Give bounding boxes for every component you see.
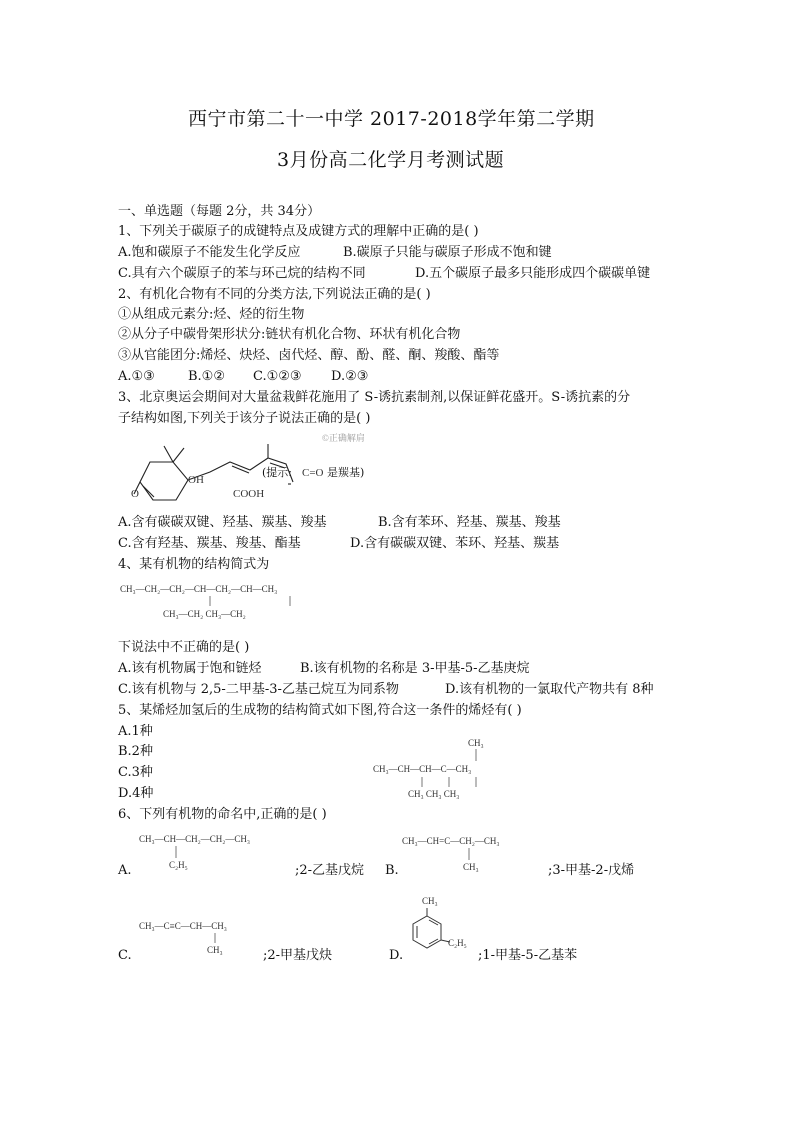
q5-formula-main: CH₃—CH—CH—C—CH₃ [373, 764, 472, 774]
q4-option-b: B.该有机物的名称是 3-甲基-5-乙基庚烷 [300, 661, 530, 676]
q6-b-bond [466, 848, 476, 862]
q6-d-c2h5: C₂H₅ [448, 938, 467, 948]
q3-hint-open: (提示: [262, 466, 292, 479]
q3-stem-line-1: 3、北京奥运会期间对大量盆栽鲜花施用了 S-诱抗素制剂,以保证鲜花盛开。S-诱抗素的分 [118, 390, 631, 405]
q6-c-label: C. [118, 948, 132, 963]
q6-a-formula: CH₃—CH—CH₂—CH₂—CH₃ [139, 834, 251, 844]
title-line-1: 西宁市第二十一中学 2017-2018学年第二学期 [188, 108, 595, 130]
q6-stem: 6、下列有机物的命名中,正确的是( ) [118, 807, 327, 822]
q2-statement-2: ②从分子中碳骨架形状分:链状有机化合物、环状有机化合物 [118, 327, 461, 342]
q6-a-name: ;2-乙基戊烷 [295, 863, 365, 878]
q5-formula-top: CH₃ [468, 738, 484, 748]
q4-option-d: D.该有机物的一氯取代产物共有 8种 [445, 682, 654, 697]
q6-b-name: ;3-甲基-2-戊烯 [548, 863, 635, 878]
q2-option-b: B.①② [188, 369, 225, 384]
q3-hint-carbonyl: C=O [302, 467, 324, 479]
q3-option-a: A.含有碳碳双键、羟基、羰基、羧基 [118, 515, 327, 530]
q6-c-formula: CH₃—C≡C—CH—CH₃ [139, 921, 227, 931]
q3-hint-close: 是羰基) [327, 466, 365, 479]
q2-option-c: C.①②③ [253, 369, 302, 384]
q6-d-label: D. [389, 948, 404, 963]
q3-faded-watermark: ©正确解肩 [322, 433, 365, 443]
q1-option-d: D.五个碳原子最多只能形成四个碳碳单键 [415, 266, 651, 281]
q6-c-name: ;2-甲基戊炔 [263, 948, 333, 963]
section-heading: 一、单选题（每题 2分，共 34分） [118, 204, 321, 219]
q6-c-branch: CH₃ [207, 945, 223, 955]
q1-option-a: A.饱和碳原子不能发生化学反应 [118, 245, 301, 260]
q6-b-branch: CH₃ [463, 862, 479, 872]
q3-option-d: D.含有碳碳双键、苯环、羟基、羰基 [350, 536, 560, 551]
q5-formula-bonds [400, 749, 550, 789]
q3-stem-line-2: 子结构如图,下列关于该分子说法正确的是( ) [118, 411, 371, 426]
q6-b-label: B. [385, 863, 399, 878]
q5-stem: 5、某烯烃加氢后的生成物的结构简式如下图,符合这一条件的烯烃有( ) [118, 703, 522, 718]
q6-d-benzene-ring [410, 906, 460, 958]
q6-a-label: A. [118, 863, 132, 878]
q5-option-d: D.4种 [118, 786, 154, 801]
q4-formula-bonds [190, 596, 390, 610]
q6-a-bond [173, 846, 183, 860]
q5-option-b: B.2种 [118, 744, 153, 759]
q2-option-a: A.①③ [118, 369, 155, 384]
q6-d-name: ;1-甲基-5-乙基苯 [478, 948, 578, 963]
q2-option-d: D.②③ [331, 369, 369, 384]
q4-formula-branches: CH₃—CH₂ CH₃—CH₂ [163, 609, 246, 619]
q1-option-c: C.具有六个碳原子的苯与环己烷的结构不同 [118, 266, 366, 281]
q1-option-b: B.碳原子只能与碳原子形成不饱和键 [343, 245, 552, 260]
q6-b-formula: CH₃—CH=C—CH₂—CH₃ [402, 836, 500, 846]
q5-option-c: C.3种 [118, 765, 153, 780]
q4-option-a: A.该有机物属于饱和链烃 [118, 661, 262, 676]
q3-option-b: B.含有苯环、羟基、羰基、羧基 [378, 515, 561, 530]
q4-option-c: C.该有机物与 2,5-二甲基-3-乙基己烷互为同系物 [118, 682, 399, 697]
q3-o-label: O [131, 488, 139, 500]
q2-stem: 2、有机化合物有不同的分类方法,下列说法正确的是( ) [118, 287, 431, 302]
q5-option-a: A.1种 [118, 724, 153, 739]
q5-formula-bottom: CH₃ CH₃ CH₃ [408, 789, 460, 799]
q4-stem-2: 下说法中不正确的是( ) [118, 640, 250, 655]
q1-stem: 1、下列关于碳原子的成键特点及成键方式的理解中正确的是( ) [118, 224, 479, 239]
q4-stem: 4、某有机物的结构简式为 [118, 557, 270, 572]
q3-cooh-label: COOH [233, 488, 265, 500]
q2-statement-1: ①从组成元素分:烃、烃的衍生物 [118, 307, 305, 322]
q4-formula-main: CH₃—CH₂—CH₂—CH—CH₂—CH—CH₃ [120, 584, 278, 594]
title-line-2: 3月份高二化学月考测试题 [277, 149, 505, 171]
q2-statement-3: ③从官能团分:烯烃、炔烃、卤代烃、醇、酚、醛、酮、羧酸、酯等 [118, 348, 500, 363]
q3-option-c: C.含有羟基、羰基、羧基、酯基 [118, 536, 301, 551]
q3-oh-label: OH [188, 474, 204, 486]
q6-d-ch3: CH₃ [422, 896, 438, 906]
q6-a-branch: C₂H₅ [169, 860, 188, 870]
